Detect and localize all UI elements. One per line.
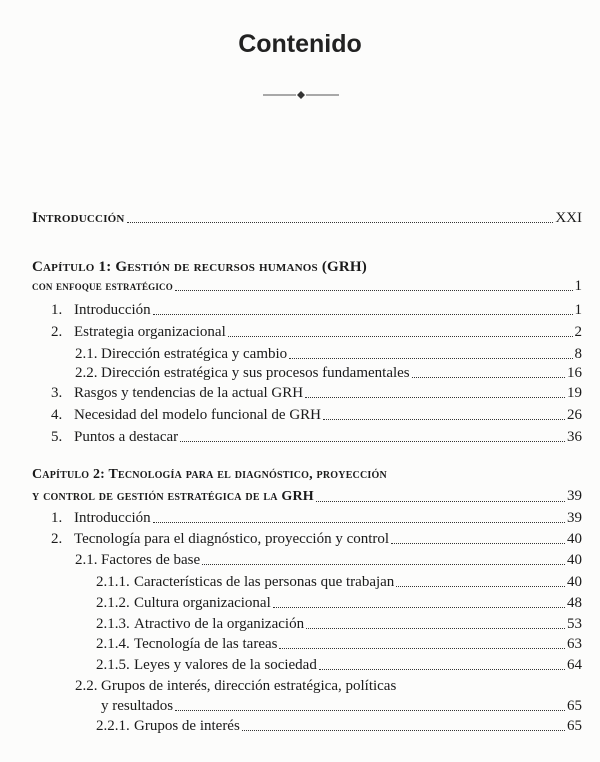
toc-entry[interactable]: [96, 635, 582, 653]
toc-entry-continuation[interactable]: [101, 697, 582, 715]
entry-num: 5.: [51, 429, 63, 445]
entry-page: 53: [567, 616, 582, 632]
dot-leader: [153, 522, 565, 523]
entry-num: 2.: [51, 324, 63, 340]
entry-text: Dirección estratégica y cambio: [101, 346, 288, 362]
entry-num: 1.: [51, 510, 63, 526]
entry-num: 2.2.: [75, 678, 98, 694]
entry-num: 1.: [51, 302, 63, 318]
dot-leader: [242, 730, 565, 731]
entry-text-continued: y resultados: [101, 698, 174, 714]
chapter-2-heading-line2[interactable]: [32, 487, 582, 506]
entry-num: 2.: [51, 531, 63, 547]
entry-text: Estrategia organizacional: [74, 324, 226, 340]
entry-page: 40: [567, 574, 582, 590]
entry-text: Leyes y valores de la sociedad: [134, 657, 317, 673]
entry-page: 48: [567, 595, 582, 611]
entry-text: Rasgos y tendencias de la actual GRH: [74, 385, 304, 401]
entry-num: 2.1.5.: [96, 657, 130, 673]
entry-text: Tecnología para el diagnóstico, proyección y control: [74, 531, 390, 547]
page-title: Contenido: [238, 30, 362, 58]
toc-entry[interactable]: [96, 656, 582, 674]
dot-leader: [323, 419, 565, 420]
dot-leader: [396, 586, 565, 587]
entry-page: 40: [567, 531, 582, 547]
entry-num: 2.1.3.: [96, 616, 130, 632]
entry-text: Necesidad del modelo funcional de GRH: [74, 407, 322, 423]
entry-text: Atractivo de la organización: [134, 616, 305, 632]
dot-leader: [175, 710, 565, 711]
entry-page: 1: [574, 302, 582, 318]
chapter-1-subtitle: con enfoque estratégico: [32, 278, 173, 293]
dot-leader: [279, 648, 565, 649]
entry-num: 2.1.1.: [96, 574, 130, 590]
entry-page: 39: [567, 510, 582, 526]
dot-leader: [316, 501, 565, 502]
toc-entry[interactable]: [96, 615, 582, 633]
entry-num: 2.1.: [75, 346, 98, 362]
entry-text: Grupos de interés: [134, 718, 240, 734]
chapter-2-heading: Capítulo 2: Tecnología para el diagnóstico, proyección: [32, 467, 387, 482]
chapter-1-page: 1: [574, 278, 582, 294]
toc-entry[interactable]: [51, 406, 582, 424]
dot-leader: [319, 669, 565, 670]
entry-page: 19: [567, 385, 582, 401]
entry-page: 64: [567, 657, 582, 673]
entry-text: Puntos a destacar: [74, 429, 179, 445]
chapter-2-page: 39: [567, 488, 582, 504]
toc-intro-label: Introducción: [32, 210, 125, 226]
entry-text: Características de las personas que trabajan: [134, 574, 395, 590]
entry-num: 2.1.: [75, 552, 98, 568]
toc-entry[interactable]: [96, 717, 582, 735]
entry-page: 65: [567, 698, 582, 714]
dot-leader: [412, 377, 565, 378]
entry-text: Factores de base: [101, 552, 201, 568]
dot-leader: [305, 397, 565, 398]
entry-num: 2.1.2.: [96, 595, 130, 611]
entry-page: 8: [574, 346, 582, 362]
dot-leader: [273, 607, 565, 608]
entry-page: 63: [567, 636, 582, 652]
entry-num: 4.: [51, 407, 63, 423]
entry-text: Grupos de interés, dirección estratégica, políticas: [101, 678, 397, 694]
toc-entry[interactable]: [51, 384, 582, 402]
entry-text: Tecnología de las tareas: [134, 636, 278, 652]
toc-entry[interactable]: [51, 428, 582, 446]
toc-entry[interactable]: [96, 573, 582, 591]
toc-entry[interactable]: [51, 530, 582, 548]
entry-num: 2.2.: [75, 365, 98, 381]
toc-entry[interactable]: [75, 364, 582, 382]
dot-leader: [228, 336, 573, 337]
entry-num: 3.: [51, 385, 63, 401]
entry-page: 36: [567, 429, 582, 445]
chapter-1-heading-line2[interactable]: [32, 277, 582, 295]
chapter-2-subtitle: y control de gestión estratégica de la GRH: [32, 489, 314, 504]
entry-text: Dirección estratégica y sus procesos fundamentales: [101, 365, 410, 381]
entry-page: 40: [567, 552, 582, 568]
entry-num: 2.2.1.: [96, 718, 130, 734]
entry-page: 65: [567, 718, 582, 734]
dot-leader: [289, 358, 572, 359]
entry-page: 16: [567, 365, 582, 381]
toc-entry[interactable]: [96, 594, 582, 612]
entry-page: 2: [574, 324, 582, 340]
toc-entry-multiline[interactable]: [75, 677, 396, 695]
dot-leader: [175, 290, 573, 291]
entry-page: 26: [567, 407, 582, 423]
toc-intro-page: XXI: [555, 210, 582, 226]
dot-leader: [153, 314, 573, 315]
entry-text: Cultura organizacional: [134, 595, 271, 611]
dot-leader: [202, 564, 565, 565]
dot-leader: [127, 222, 554, 223]
toc-entry[interactable]: [51, 509, 582, 527]
toc-entry[interactable]: [75, 551, 582, 569]
entry-num: 2.1.4.: [96, 636, 130, 652]
toc-intro[interactable]: [32, 209, 582, 227]
dot-leader: [180, 441, 565, 442]
entry-text: Introducción: [74, 510, 151, 526]
chapter-1-heading: Capítulo 1: Gestión de recursos humanos (GRH): [32, 259, 367, 275]
dot-leader: [391, 543, 565, 544]
dot-leader: [306, 628, 565, 629]
toc-entry[interactable]: [51, 301, 582, 319]
entry-text: Introducción: [74, 302, 151, 318]
toc-entry[interactable]: [51, 323, 582, 341]
toc-entry[interactable]: [75, 345, 582, 363]
